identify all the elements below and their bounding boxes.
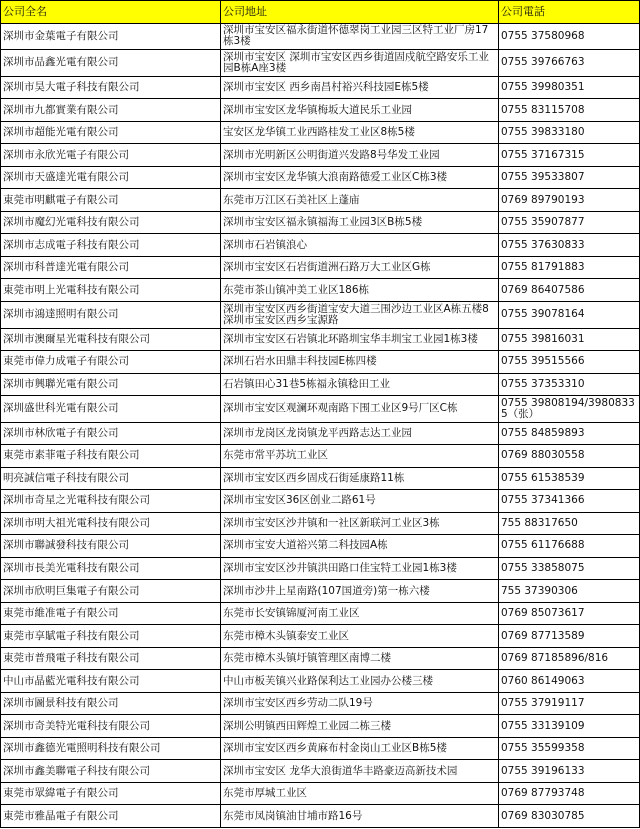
table-row [1,670,640,693]
company-phone-cell: 0755 35599358 [499,737,640,760]
table-row [1,279,640,302]
company-phone-cell: 0769 88030558 [499,445,640,468]
company-address-cell: 深圳市宝安区 深圳市宝安区西乡街道固戍航空路安乐工业园B栋A座3楼 [221,50,499,77]
company-phone-cell: 0755 37353310 [499,373,640,396]
company-name-cell: 深圳市魔幻光電科技有限公司 [1,211,221,234]
company-address-cell: 深圳市宝安区西乡黄麻布村金岗山工业区B栋5楼 [221,737,499,760]
company-phone-cell: 0755 39196133 [499,760,640,783]
company-phone-cell: 0755 83115708 [499,99,640,122]
company-name-cell: 深圳市明大祖光電科技有限公司 [1,512,221,535]
header-company-address: 公司地址 [221,1,499,24]
company-address-cell: 东莞市樟木头镇圩镇管理区南博二楼 [221,647,499,670]
company-name-cell: 深圳市九都實業有限公司 [1,99,221,122]
company-address-cell: 东莞市茶山镇冲美工业区186栋 [221,279,499,302]
company-name-cell: 深圳市科普達光電有限公司 [1,256,221,279]
company-name-cell: 深圳市長美光電科技有限公司 [1,557,221,580]
company-address-cell: 深圳市宝安区龙华镇大浪南路德爱工业区C栋3楼 [221,166,499,189]
table-row [1,351,640,374]
company-address-cell: 东莞市长安镇锦厦河南工业区 [221,602,499,625]
table-row [1,76,640,99]
company-name-cell: 深圳盛世科光電有限公司 [1,396,221,423]
company-name-cell: 東莞市眾緯電子有限公司 [1,782,221,805]
company-address-cell: 深圳市宝安大道裕兴第二科技园A栋 [221,535,499,558]
company-address-cell: 宝安区龙华镇工业西路桂发工业区8栋5楼 [221,121,499,144]
table-row [1,715,640,738]
company-name-cell: 深圳市永欣光電子有限公司 [1,144,221,167]
table-row [1,535,640,558]
company-address-cell: 深圳市宝安区西乡街道宝安大道三围沙边工业区A栋五楼8深圳市宝安区西乡宝源路 [221,301,499,328]
company-name-cell: 深圳市金葉電子有限公司 [1,23,221,50]
company-name-cell: 東莞市明麒電子有限公司 [1,189,221,212]
table-row [1,328,640,351]
company-name-cell: 深圳市圖景科技有限公司 [1,692,221,715]
company-address-cell: 深圳市宝安区福永镇福海工业园3区B栋5楼 [221,211,499,234]
header-company-name: 公司全名 [1,1,221,24]
table-row [1,512,640,535]
table-row [1,580,640,603]
table-row [1,760,640,783]
company-name-cell: 深圳市興聯光電有限公司 [1,373,221,396]
company-name-cell: 深圳市品鑫光電有限公司 [1,50,221,77]
table-row [1,234,640,257]
company-address-cell: 深圳市宝安区石岩镇北环路圳宝华丰圳宝工业园1栋3楼 [221,328,499,351]
company-address-cell: 东莞市凤岗镇油甘埔市路16号 [221,805,499,828]
table-row [1,50,640,77]
company-phone-cell: 0769 87713589 [499,625,640,648]
company-address-cell: 深圳市宝安区沙井镇洪田路口佳宝特工业园1栋3楼 [221,557,499,580]
company-address-cell: 深圳市石岩镇浪心 [221,234,499,257]
company-name-cell: 東莞市偉力成電子有限公司 [1,351,221,374]
table-row [1,99,640,122]
company-phone-cell: 0755 37919117 [499,692,640,715]
company-name-cell: 東莞市雅晶電子有限公司 [1,805,221,828]
company-phone-cell: 0755 33858075 [499,557,640,580]
company-phone-cell: 0755 39833180 [499,121,640,144]
table-row [1,557,640,580]
company-address-cell: 深圳市宝安区福永街道怀德翠岗工业园三区特工业厂房17栋3楼 [221,23,499,50]
company-name-cell: 深圳市奇美特光電科技有限公司 [1,715,221,738]
company-name-cell: 中山市晶藍光電科技有限公司 [1,670,221,693]
table-row [1,373,640,396]
table-row [1,692,640,715]
header-company-phone: 公司電話 [499,1,640,24]
table-row [1,422,640,445]
company-name-cell: 深圳市昊大電子科技有限公司 [1,76,221,99]
company-phone-cell: 0755 37167315 [499,144,640,167]
company-phone-cell: 0769 83030785 [499,805,640,828]
company-phone-cell: 0755 39816031 [499,328,640,351]
company-name-cell: 深圳市超能光電有限公司 [1,121,221,144]
table-row [1,144,640,167]
company-address-cell: 深圳市宝安区36区创业二路61号 [221,490,499,513]
company-address-cell: 深圳市宝安区龙华镇梅坂大道民乐工业园 [221,99,499,122]
table-row [1,166,640,189]
company-name-cell: 深圳市鑫德光電照明科技有限公司 [1,737,221,760]
header-row [1,1,640,24]
company-phone-cell: 0769 86407586 [499,279,640,302]
company-name-cell: 深圳市志成電子科技有限公司 [1,234,221,257]
company-phone-cell: 0769 85073617 [499,602,640,625]
company-phone-cell: 0755 39808194/39808335（张） [499,396,640,423]
company-address-cell: 深圳市宝安区西乡劳动二队19号 [221,692,499,715]
table-row [1,647,640,670]
company-name-cell: 東莞市普飛電子科技有限公司 [1,647,221,670]
company-address-cell: 深圳市宝安区 西乡南昌村裕兴科技园E栋5楼 [221,76,499,99]
company-address-cell: 东莞市樟木头镇泰安工业区 [221,625,499,648]
company-phone-cell: 0755 37580968 [499,23,640,50]
company-address-cell: 东莞市厚城工业区 [221,782,499,805]
company-phone-cell: 0760 86149063 [499,670,640,693]
company-address-cell: 深圳市宝安区沙井镇和一社区新联河工业区3栋 [221,512,499,535]
company-address-cell: 深圳市宝安区西乡固戍石街延康路11栋 [221,467,499,490]
company-name-cell: 深圳市聯誠發科技有限公司 [1,535,221,558]
company-phone-cell: 0755 37341366 [499,490,640,513]
company-phone-cell: 0755 39078164 [499,301,640,328]
table-row [1,256,640,279]
table-row [1,211,640,234]
table-row [1,396,640,423]
company-address-cell: 深圳石岩水田鼎丰科技园E栋四楼 [221,351,499,374]
table-row [1,121,640,144]
company-name-cell: 深圳市澳爾星光電科技有限公司 [1,328,221,351]
company-name-cell: 東莞市素菲電子科技有限公司 [1,445,221,468]
company-phone-cell: 0755 81791883 [499,256,640,279]
table-row [1,625,640,648]
company-address-cell: 东莞市万江区石美社区上蓬庙 [221,189,499,212]
table-row [1,445,640,468]
table-row [1,301,640,328]
company-phone-cell: 0755 37630833 [499,234,640,257]
company-phone-cell: 0755 35907877 [499,211,640,234]
company-phone-cell: 0755 39980351 [499,76,640,99]
company-name-cell: 東莞市維准電子有限公司 [1,602,221,625]
table-row [1,805,640,828]
company-address-cell: 东莞市常平苏坑工业区 [221,445,499,468]
table-row [1,189,640,212]
company-phone-cell: 0755 61176688 [499,535,640,558]
company-name-cell: 東莞市明上光電科技有限公司 [1,279,221,302]
company-address-cell: 石岩镇田心31巷5栋福永镇稔田工业 [221,373,499,396]
table-row [1,782,640,805]
table-row [1,737,640,760]
company-name-cell: 深圳市鑫美聯電子科技有限公司 [1,760,221,783]
company-phone-cell: 755 37390306 [499,580,640,603]
company-address-cell: 深圳市沙井上星南路(107国道旁)第一栋六楼 [221,580,499,603]
company-name-cell: 深圳市欣明巨集電子有限公司 [1,580,221,603]
company-phone-cell: 0769 87185896/816 [499,647,640,670]
company-phone-cell: 0755 39515566 [499,351,640,374]
company-phone-cell: 0755 39533807 [499,166,640,189]
company-address-cell: 深圳公明镇西田辉煌工业园二栋三楼 [221,715,499,738]
company-phone-cell: 755 88317650 [499,512,640,535]
company-address-cell: 深圳市宝安区 龙华大浪街道华丰路豪迈高新技术园 [221,760,499,783]
table-row [1,490,640,513]
company-name-cell: 深圳市林欣電子有限公司 [1,422,221,445]
company-phone-cell: 0769 87793748 [499,782,640,805]
company-phone-cell: 0755 61538539 [499,467,640,490]
company-phone-cell: 0769 89790193 [499,189,640,212]
company-phone-cell: 0755 33139109 [499,715,640,738]
company-phone-cell: 0755 39766763 [499,50,640,77]
company-name-cell: 東莞市享賦電子科技有限公司 [1,625,221,648]
company-name-cell: 深圳市天盛達光電有限公司 [1,166,221,189]
table-row [1,602,640,625]
company-address-cell: 深圳市龙岗区龙岗镇龙平西路志达工业园 [221,422,499,445]
company-name-cell: 深圳市鴻達照明有限公司 [1,301,221,328]
company-address-cell: 深圳市宝安区石岩街道洲石路万大工业区G栋 [221,256,499,279]
table-row [1,467,640,490]
company-address-cell: 中山市板芙镇兴业路保利达工业园办公楼三楼 [221,670,499,693]
company-name-cell: 明亮誠信電子科技有限公司 [1,467,221,490]
company-name-cell: 深圳市奇星之光電科技有限公司 [1,490,221,513]
company-address-cell: 深圳市宝安区观澜环观南路下围工业区9号厂区C栋 [221,396,499,423]
company-phone-cell: 0755 84859893 [499,422,640,445]
table-row [1,23,640,50]
company-address-cell: 深圳市光明新区公明街道兴发路8号华发工业园 [221,144,499,167]
